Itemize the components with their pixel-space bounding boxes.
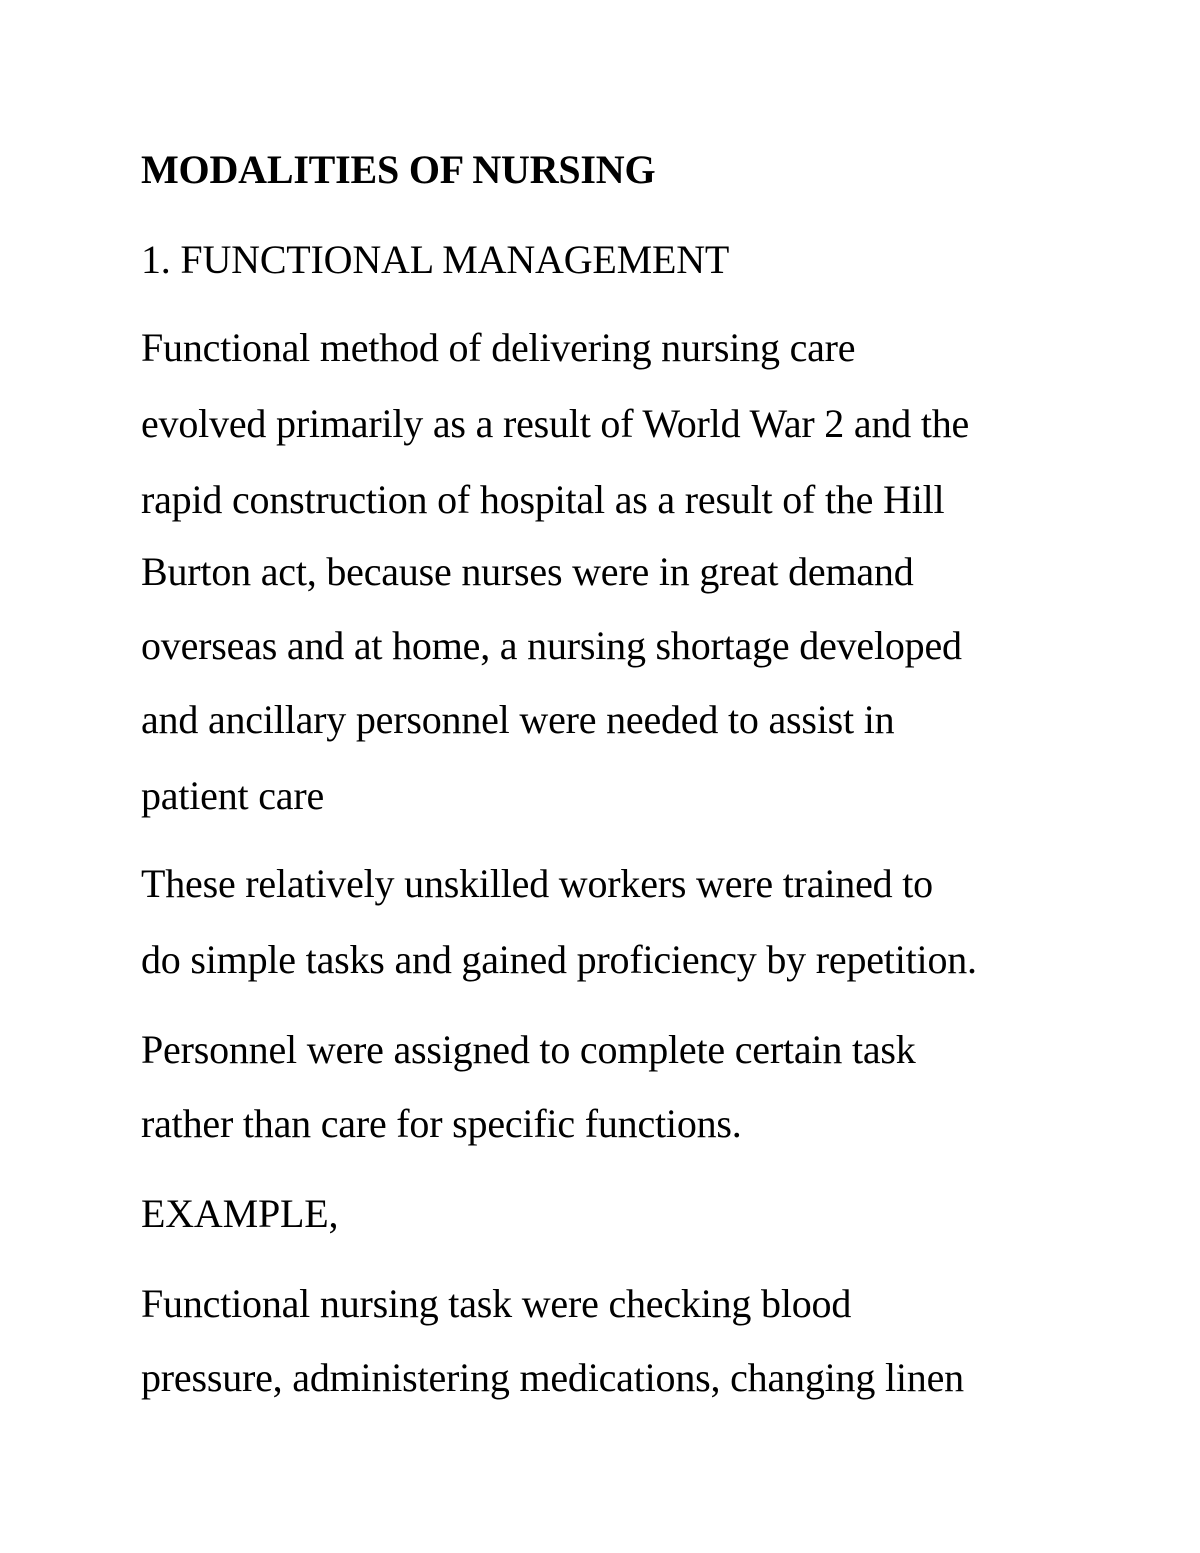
text-line: rapid construction of hospital as a result of the Hill [141, 477, 945, 522]
text-line: overseas and at home, a nursing shortage developed [141, 623, 962, 668]
text-line: evolved primarily as a result of World War 2 and the [141, 401, 970, 446]
text-line: patient care [141, 773, 325, 818]
text-line: Personnel were assigned to complete certain task [141, 1027, 916, 1072]
text-line: do simple tasks and gained proficiency by repetition. [141, 937, 977, 982]
text-line: and ancillary personnel were needed to assist in [141, 697, 895, 742]
text-line: Burton act, because nurses were in great demand [141, 549, 914, 594]
text-line: Functional method of delivering nursing care [141, 325, 856, 370]
text-line: rather than care for specific functions. [141, 1101, 742, 1146]
text-line: Functional nursing task were checking blood [141, 1281, 852, 1326]
text-line: These relatively unskilled workers were trained to [141, 861, 933, 906]
document-title: MODALITIES OF NURSING [141, 147, 656, 192]
example-label: EXAMPLE, [141, 1191, 339, 1236]
section-heading: 1. FUNCTIONAL MANAGEMENT [141, 237, 730, 282]
text-line: pressure, administering medications, changing linen [141, 1355, 964, 1400]
